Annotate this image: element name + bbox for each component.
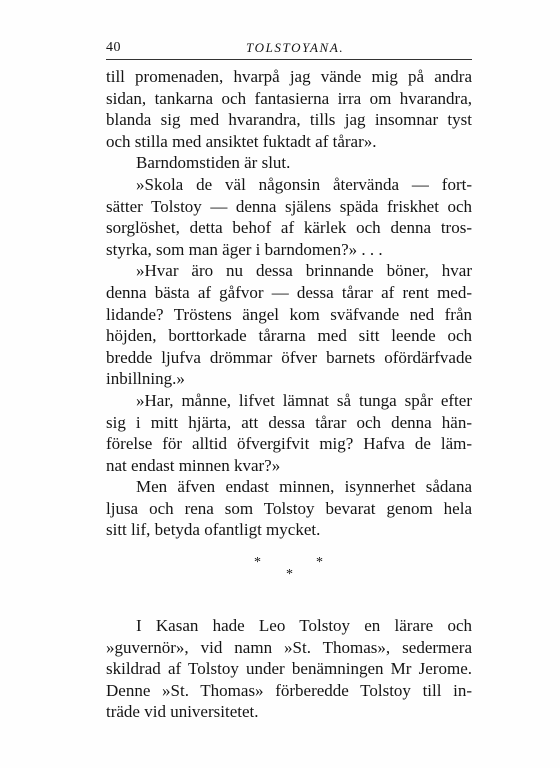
- text-line: och stilla med ansiktet fuktadt af tårar».: [106, 131, 377, 151]
- text-line: skildrad af Tolstoy under benämningen Mr Jerome.: [106, 659, 472, 679]
- asterisk: *: [254, 555, 261, 571]
- text-line: sätter Tolstoy — denna själens späda friskhet och: [106, 196, 472, 216]
- text-line: sorglöshet, detta behof af kärlek och denna tros-: [106, 218, 472, 238]
- text-line: sitt lif, betyda ofantligt mycket.: [106, 520, 321, 540]
- text-line: ljusa och rena som Tolstoy bevarat genom hela: [106, 498, 472, 518]
- text-line: sidan, tankarna och fantasierna irra om hvarandra,: [106, 88, 472, 108]
- text-line: bredde ljufva drömmar öfver barnets ofördärfvade: [106, 347, 472, 367]
- text-line: I Kasan hade Leo Tolstoy en lärare och: [136, 616, 472, 636]
- text-line: höjden, borttorkade tårarna med sitt leende och: [106, 326, 472, 346]
- asterism-divider: [106, 541, 472, 593]
- paragraph-6: [106, 476, 472, 541]
- text-line: träde vid universitetet.: [106, 702, 259, 722]
- text-line: Denne »St. Thomas» förberedde Tolstoy till in-: [106, 680, 472, 700]
- paragraph-5: [106, 390, 472, 476]
- text-line: till promenaden, hvarpå jag vände mig på andra: [106, 67, 472, 86]
- text-line: inbillning.»: [106, 369, 185, 389]
- asterisk: *: [286, 567, 293, 583]
- text-line: »Har, månne, lifvet lämnat så tunga spår efter: [136, 390, 472, 410]
- paragraph-2: [106, 152, 472, 174]
- header-rule: [106, 59, 472, 60]
- paragraph-7: [106, 615, 472, 723]
- paragraph-1: [106, 66, 472, 152]
- text-line: sig i mitt hjärta, att dessa tårar och denna hän-: [106, 412, 472, 432]
- text-line: »Hvar äro nu dessa brinnande böner, hvar: [136, 261, 472, 281]
- text-line: styrka, som man äger i barndomen?» . . .: [106, 239, 383, 259]
- text-line: »Skola de väl någonsin återvända — fort-: [136, 174, 472, 194]
- paragraph-3: [106, 174, 472, 260]
- text-line: lidande? Tröstens ängel kom sväfvande ned från: [106, 304, 472, 324]
- page-header: [106, 40, 472, 58]
- text-line: Men äfven endast minnen, isynnerhet sådana: [136, 477, 472, 497]
- page-number: 40: [106, 40, 121, 55]
- text-line: nat endast minnen kvar?»: [106, 455, 281, 475]
- text-line: Barndomstiden är slut.: [136, 153, 291, 173]
- text-line: denna bästa af gåfvor — dessa tårar af rent med-: [106, 282, 472, 302]
- running-title: TOLSTOYANA.: [246, 40, 345, 55]
- text-line: blanda sig med hvarandra, tills jag insomnar tyst: [106, 110, 472, 130]
- paragraph-4: [106, 260, 472, 390]
- asterisk: *: [316, 555, 323, 571]
- text-line: förelse för alltid öfvergifvit mig? Hafva de läm-: [106, 434, 472, 454]
- body-text: [106, 66, 472, 723]
- text-line: »guvernör», vid namn »St. Thomas», sedermera: [106, 637, 472, 657]
